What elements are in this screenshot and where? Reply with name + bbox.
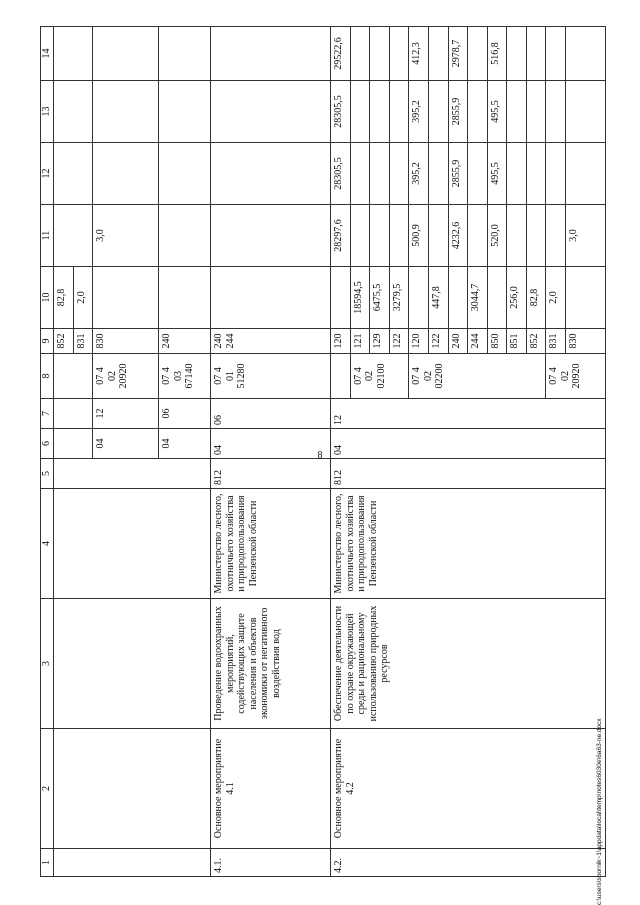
cell [428, 205, 448, 267]
cell [54, 729, 211, 849]
cell [54, 849, 211, 877]
table-row [54, 27, 74, 877]
cell [54, 489, 211, 599]
cell [350, 205, 370, 267]
cell [468, 27, 488, 81]
cell-amount: 2855,9 [448, 143, 468, 205]
cell [428, 81, 448, 143]
cell-kvr: 240 [448, 329, 468, 354]
cell [487, 267, 507, 329]
cell-kvr: 852 [54, 329, 74, 354]
col-num: 9 [41, 329, 54, 354]
cell [54, 399, 93, 429]
cell-kvr: 830 [93, 329, 159, 354]
cell-amount-2021: 28305,5 [331, 81, 351, 143]
cell-kvr: 240 244 [211, 329, 331, 354]
cell-kvr: 850 [487, 329, 507, 354]
cell-section: 04 [159, 429, 211, 459]
col-num: 14 [41, 27, 54, 81]
cell-amount: 256,0 [507, 267, 527, 329]
cell [54, 459, 211, 489]
cell-target-article: 07 4 02 02100 [350, 354, 409, 399]
cell [93, 27, 159, 81]
cell [546, 81, 566, 143]
cell [370, 143, 390, 205]
cell-amount: 3044,7 [468, 267, 488, 329]
cell-section: 04 [93, 429, 159, 459]
cell [159, 27, 211, 81]
cell-amount: 3,0 [566, 205, 606, 267]
cell-target-article: 07 4 02 20920 [93, 354, 159, 399]
cell-target-article: 07 4 01 51280 [211, 354, 331, 399]
col-num: 10 [41, 267, 54, 329]
col-num: 8 [41, 354, 54, 399]
executor: Министерство лесного, охотничьего хозяйства и природопользования Пензенской области [331, 489, 606, 599]
measure-name: Основное мероприятие 4.2 [331, 729, 606, 849]
cell [93, 143, 159, 205]
file-path-footer: c:\users\sbornik~1\appdata\local\temp\notes6030e\6a63-ne.docx [596, 718, 603, 905]
cell-amount: 6475,5 [370, 267, 390, 329]
cell [331, 267, 351, 329]
col-num: 11 [41, 205, 54, 267]
cell [54, 599, 211, 729]
cell [389, 205, 409, 267]
cell-amount: 520,0 [487, 205, 507, 267]
row-number: 4.1. [211, 849, 331, 877]
cell-kvr: 851 [507, 329, 527, 354]
cell-kvr: 122 [428, 329, 448, 354]
cell [428, 27, 448, 81]
cell-kvr: 129 [370, 329, 390, 354]
cell-amount: 3,0 [93, 205, 159, 267]
cell-amount: 495,5 [487, 143, 507, 205]
cell [370, 205, 390, 267]
cell-amount-2022: 29522,6 [331, 27, 351, 81]
column-number-row [41, 27, 54, 877]
cell [159, 143, 211, 205]
cell-subsection: 06 [211, 399, 331, 429]
cell [526, 27, 546, 81]
cell [468, 205, 488, 267]
cell [526, 143, 546, 205]
cell [370, 27, 390, 81]
cell-kvr: 852 [526, 329, 546, 354]
cell [211, 27, 331, 81]
cell [566, 143, 606, 205]
cell-kvr: 831 [73, 329, 93, 354]
cell-amount: 395,2 [409, 81, 429, 143]
cell [566, 27, 606, 81]
cell [566, 81, 606, 143]
col-num: 6 [41, 429, 54, 459]
cell-kvr: 831 [546, 329, 566, 354]
col-num: 5 [41, 459, 54, 489]
table-row-4-1 [211, 27, 331, 877]
cell [159, 205, 211, 267]
cell-amount: 516,8 [487, 27, 507, 81]
col-num: 7 [41, 399, 54, 429]
cell [350, 27, 370, 81]
cell [546, 143, 566, 205]
rotated-table-wrapper [40, 27, 606, 877]
executor: Министерство лесного, охотничьего хозяйства и природопользования Пензенской области [211, 489, 331, 599]
cell-amount: 4232,6 [448, 205, 468, 267]
cell [211, 81, 331, 143]
cell [526, 81, 546, 143]
cell-amount: 82,8 [526, 267, 546, 329]
cell [211, 267, 331, 329]
cell [370, 81, 390, 143]
cell [211, 205, 331, 267]
cell [389, 81, 409, 143]
table-row-4-2 [331, 27, 351, 877]
cell [389, 143, 409, 205]
col-num: 2 [41, 729, 54, 849]
cell [159, 267, 211, 329]
cell-kvr: 830 [566, 329, 606, 354]
cell-amount: 2,0 [546, 267, 566, 329]
cell [428, 143, 448, 205]
cell-amount: 2978,7 [448, 27, 468, 81]
cell [507, 205, 527, 267]
cell-kvr: 120 [331, 329, 351, 354]
cell [389, 27, 409, 81]
cell [93, 81, 159, 143]
col-num: 12 [41, 143, 54, 205]
row-number: 4.2. [331, 849, 606, 877]
measure-name: Основное мероприятие 4.1 [211, 729, 331, 849]
col-num: 4 [41, 489, 54, 599]
col-num: 1 [41, 849, 54, 877]
cell-amount: 495,5 [487, 81, 507, 143]
cell [54, 354, 93, 399]
cell-amount: 18594,5 [350, 267, 370, 329]
cell [468, 143, 488, 205]
cell [546, 205, 566, 267]
cell [350, 143, 370, 205]
cell [54, 205, 93, 267]
cell-subsection: 12 [331, 399, 606, 429]
cell-amount: 395,2 [409, 143, 429, 205]
cell [211, 143, 331, 205]
cell-subsection: 06 [159, 399, 211, 429]
cell-amount: 500,9 [409, 205, 429, 267]
cell [566, 267, 606, 329]
cell [448, 267, 468, 329]
cell-kvr: 121 [350, 329, 370, 354]
cell [350, 81, 370, 143]
cell-amount: 2855,9 [448, 81, 468, 143]
cell-target-article: 07 4 02 02200 [409, 354, 546, 399]
cell-section: 04 [211, 429, 331, 459]
cell-amount: 2,0 [73, 267, 93, 329]
cell [507, 143, 527, 205]
col-num: 13 [41, 81, 54, 143]
cell-subsection: 12 [93, 399, 159, 429]
page-number: 8 [317, 450, 323, 461]
cell-kvr: 240 [159, 329, 211, 354]
cell [93, 267, 159, 329]
cell [54, 429, 93, 459]
cell-kvr: 120 [409, 329, 429, 354]
cell-kvr: 244 [468, 329, 488, 354]
measure-description: Обеспечение деятельности по охране окружающей среды и рациональному использованию природных ресурсов [331, 599, 606, 729]
cell [54, 81, 93, 143]
cell [468, 81, 488, 143]
cell-amount: 412,3 [409, 27, 429, 81]
cell-target-article: 07 4 02 20920 [546, 354, 606, 399]
cell [507, 81, 527, 143]
cell-amount: 3279,5 [389, 267, 409, 329]
cell [54, 27, 93, 81]
cell-amount-2020: 28305,5 [331, 143, 351, 205]
cell [159, 81, 211, 143]
cell-target-article: 07 4 03 67140 [159, 354, 211, 399]
cell [409, 267, 429, 329]
cell-grbs: 812 [331, 459, 606, 489]
measure-description: Проведение водоохранных мероприятий, содействующих защите населения и объектов экономики от негативного воздействия вод [211, 599, 331, 729]
cell-amount-2019: 28297,6 [331, 205, 351, 267]
cell [507, 27, 527, 81]
cell-kvr: 122 [389, 329, 409, 354]
cell [546, 27, 566, 81]
cell-amount: 82,8 [54, 267, 74, 329]
cell-section: 04 [331, 429, 606, 459]
col-num: 3 [41, 599, 54, 729]
cell [331, 354, 351, 399]
program-table [40, 26, 606, 877]
cell [54, 143, 93, 205]
cell-grbs: 812 [211, 459, 331, 489]
cell-amount: 447,8 [428, 267, 448, 329]
cell [526, 205, 546, 267]
